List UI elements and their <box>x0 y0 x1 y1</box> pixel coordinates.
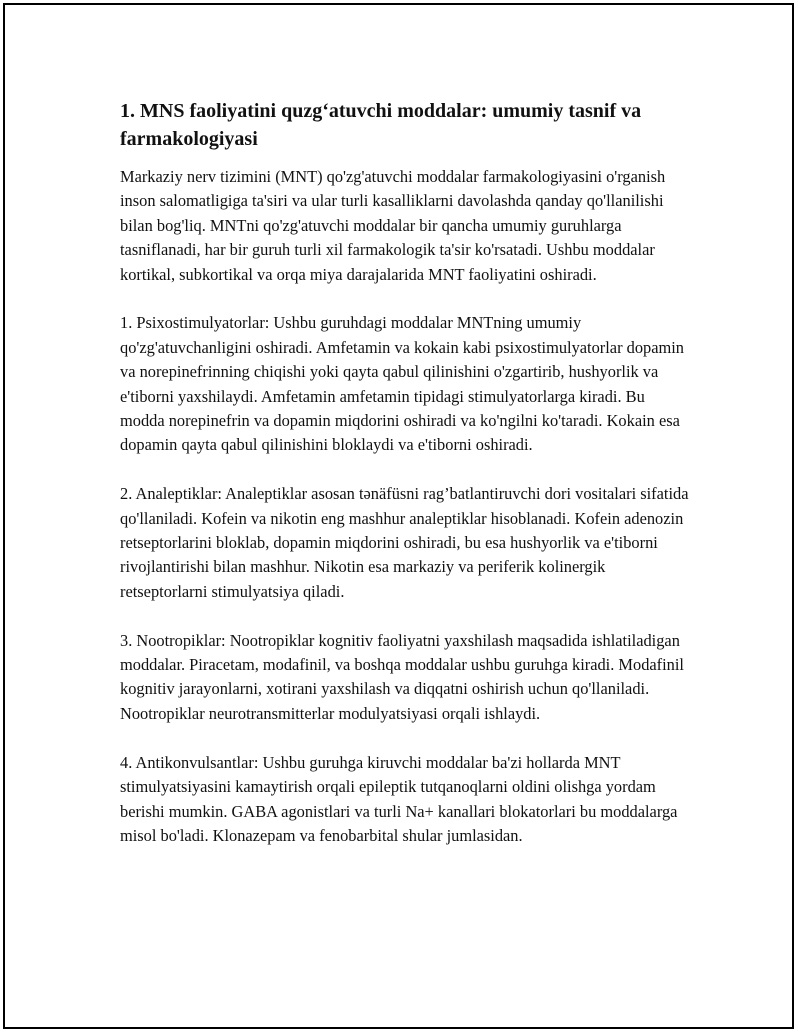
section-analeptiklar: 2. Analeptiklar: Analeptiklar asosan tənäfüsni rag’batlantiruvchi dori vositalari sifatida qo'llaniladi. Kofein va nikotin eng mashhur analeptiklar hisoblanadi. Kofein adenozin retseptorlarini bloklab, dopamin miqdorini oshiradi, bu esa hushyorlik va e'tiborni rivojlantirishi bilan mashhur. Nikotin esa markaziy va periferik kolinergik retseptorlarni stimulyatsiya qiladi. <box>120 484 689 601</box>
section-nootropiklar: 3. Nootropiklar: Nootropiklar kognitiv faoliyatni yaxshilash maqsadida ishlatiladigan moddalar. Piracetam, modafinil, va boshqa moddalar ushbu guruhga kiradi. Modafinil kognitiv jarayonlarni, xotirani yaxshilash va diqqatni oshirish uchun qo'llaniladi. Nootropiklar neurotransmitterlar modulyatsiyasi orqali ishlaydi. <box>120 630 684 723</box>
intro-paragraph: Markaziy nerv tizimini (MNT) qo'zg'atuvchi moddalar farmakologiyasini o'rganish inson salomatligiga ta'siri va ular turli kasalliklarni davolashda qanday qo'llanilishi bilan bog'liq. MNTni qo'zg'atuvchi moddalar bir qancha umumiy guruhlarga tasniflanadi, har bir guruh turli xil farmakologik ta'sir ko'rsatadi. Ushbu moddalar kortikal, subkortikal va orqa miya darajalarida MNT faoliyatini oshiradi. <box>120 167 666 284</box>
document-title: 1. MNS faoliyatini quzg‘atuvchi moddalar: umumiy tasnif va farmakologiyasi <box>120 100 642 150</box>
section-psixostimulyatorlar: 1. Psixostimulyatorlar: Ushbu guruhdagi moddalar MNTning umumiy qo'zg'atuvchanligini oshiradi. Amfetamin va kokain kabi psixostimulyatorlar dopamin va norepinefrinning chiqishi yoki qayta qabul qilinishini o'zgartirib, hushyorlik va e'tiborni yaxshilaydi. Amfetamin amfetamin tipidagi stimulyatorlarga kiradi. Bu modda norepinefrin va dopamin miqdorini oshiradi va ko'ngilni ko'taradi. Kokain esa dopamin qayta qabul qilinishini bloklaydi va e'tiborni oshiradi. <box>120 313 684 455</box>
document-page <box>3 3 794 1029</box>
document-content <box>120 97 690 873</box>
section-antikonvulsantlar: 4. Antikonvulsantlar: Ushbu guruhga kiruvchi moddalar ba'zi hollarda MNT stimulyatsiyasini kamaytirish orqali epileptik tutqanoqlarni oldini olishga yordam berishi mumkin. GABA agonistlari va turli Na+ kanallari blokatorlari bu moddalarga misol bo'ladi. Klonazepam va fenobarbital shular jumlasidan. <box>120 752 678 845</box>
